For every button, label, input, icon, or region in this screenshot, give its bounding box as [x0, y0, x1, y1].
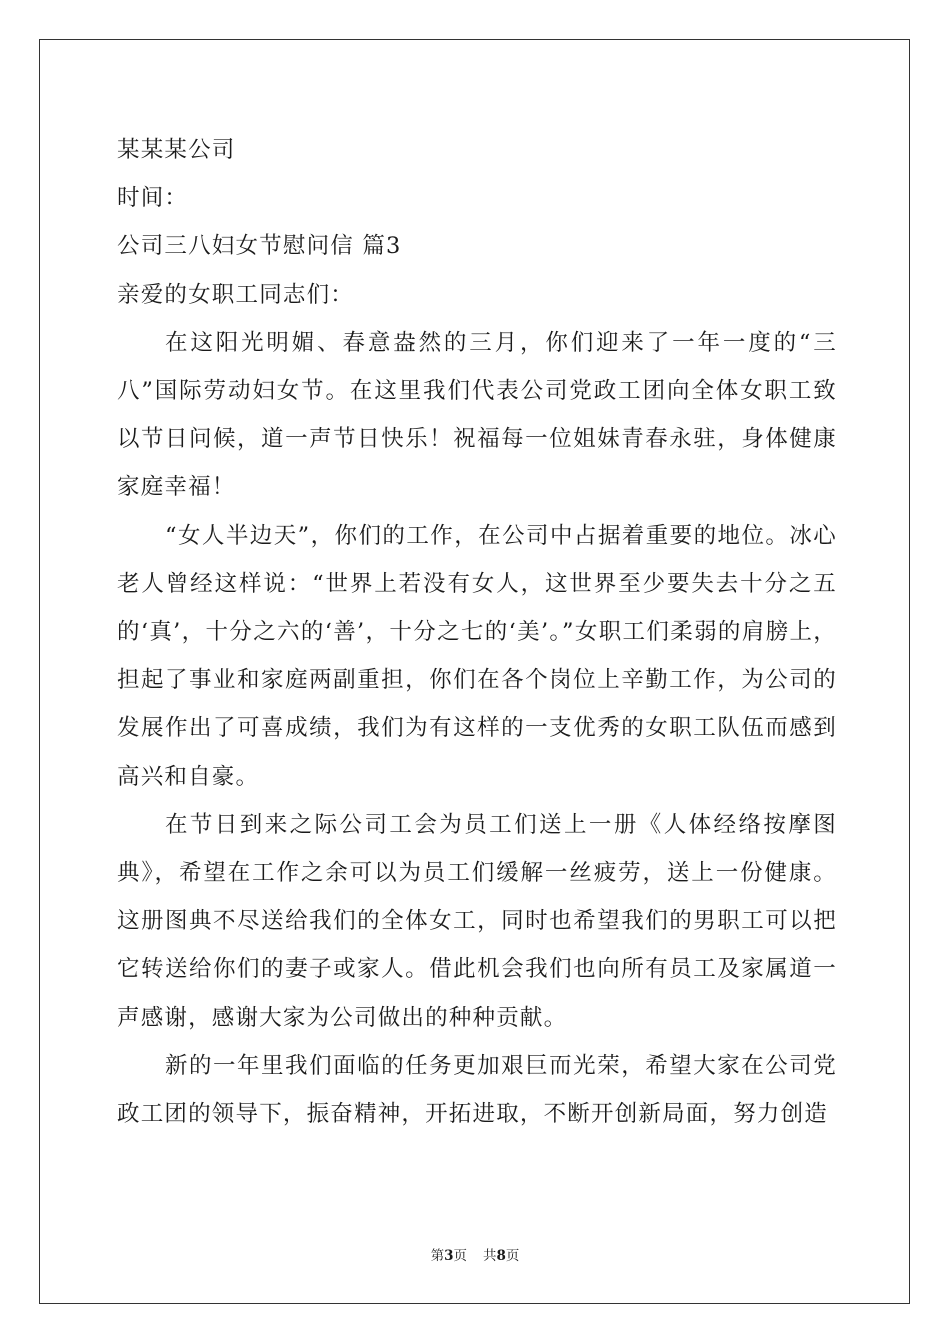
paragraph-1: 在这阳光明媚、春意盎然的三月，你们迎来了一年一度的“三八”国际劳动妇女节。在这里我们代表公司党政工团向全体女职工致以节日问候，道一声节日快乐！祝福每一位姐妹青春永驻，身体健康家庭幸福！ [117, 329, 837, 501]
page-footer [0, 1244, 950, 1264]
total-prefix: 共 [483, 1248, 497, 1264]
company-name: 某某某公司 [117, 137, 236, 163]
page-prefix: 第 [430, 1248, 445, 1264]
document-body [117, 126, 837, 1138]
paragraph-4: 新的一年里我们面临的任务更加艰巨而光荣，希望大家在公司党政工团的领导下，振奋精神，开拓进取，不断开创新局面，努力创造 [117, 1052, 837, 1127]
page-suffix: 页 [453, 1248, 467, 1264]
page-number: 3 [444, 1248, 454, 1264]
paragraph-2: “女人半边天”，你们的工作，在公司中占据着重要的地位。冰心老人曾经这样说：“世界上若没有女人，这世界至少要失去十分之五的‘真’，十分之六的‘善’，十分之七的‘美’。”女职工们柔弱的肩膀上，担起了事业和家庭两副重担，你们在各个岗位上辛勤工作，为公司的发展作出了可喜成绩，我们为有这样的一支优秀的女职工队伍而感到高兴和自豪。 [117, 522, 837, 790]
time-label: 时间： [117, 185, 189, 212]
paragraph-3: 在节日到来之际公司工会为员工们送上一册《人体经络按摩图典》，希望在工作之余可以为员工们缓解一丝疲劳，送上一份健康。这册图典不尽送给我们的全体女工，同时也希望我们的男职工可以把它转送给你们的妻子或家人。借此机会我们也向所有员工及家属道一声感谢，感谢大家为公司做出的种种贡献。 [117, 811, 837, 1031]
salutation: 亲爱的女职工同志们： [117, 281, 355, 308]
total-pages: 8 [496, 1248, 506, 1264]
letter-title: 公司三八妇女节慰问信 篇3 [117, 233, 402, 260]
total-suffix: 页 [505, 1248, 520, 1264]
